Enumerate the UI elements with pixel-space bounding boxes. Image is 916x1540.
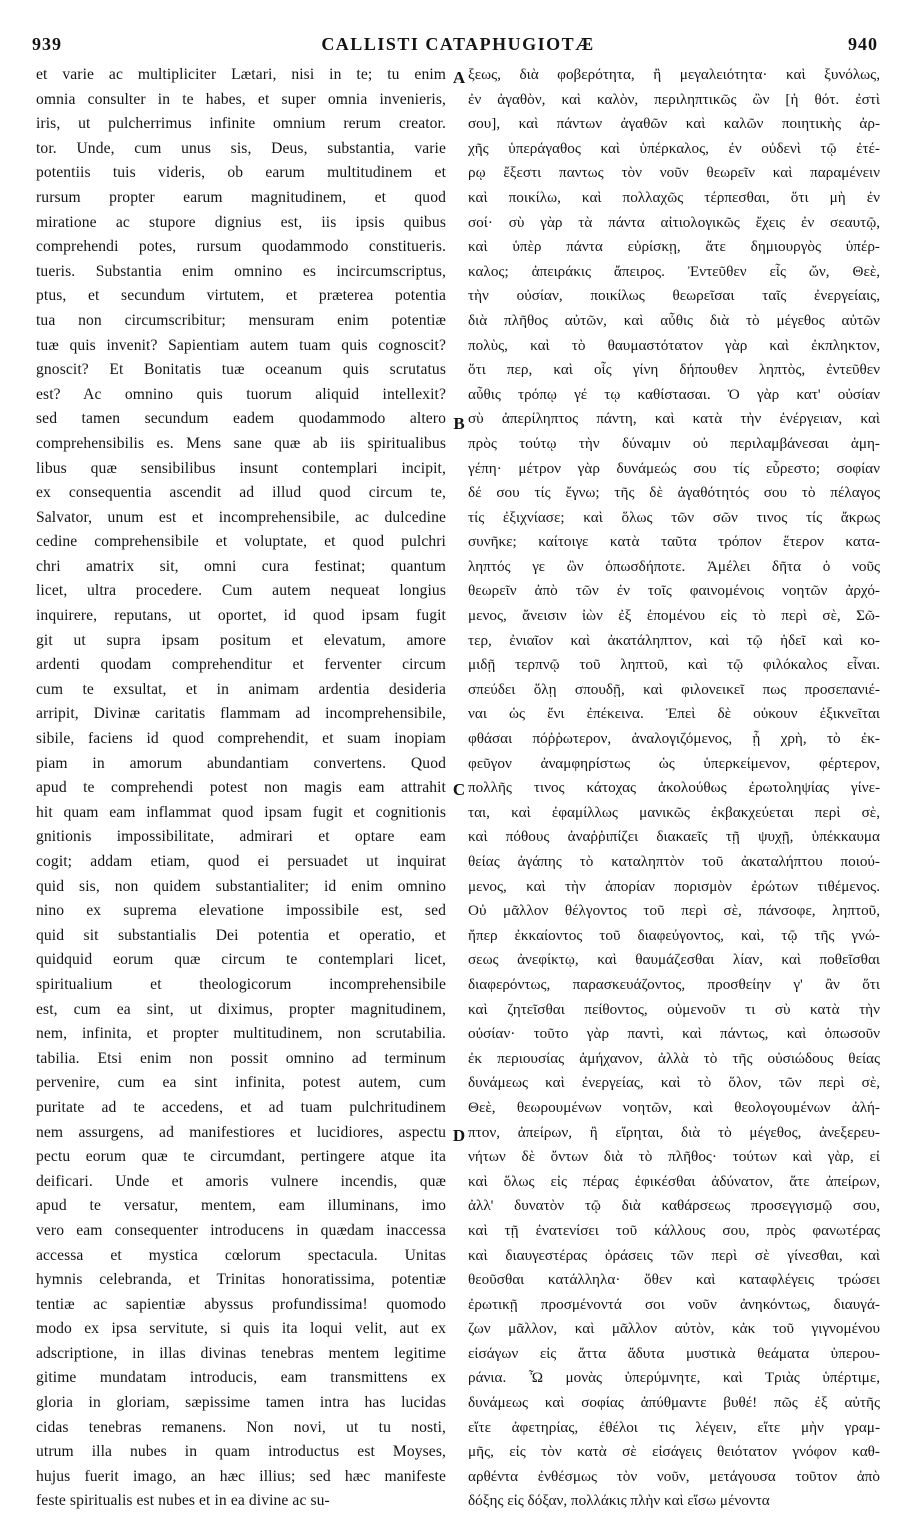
- text-line: διαφερόντως, παρασκευάζοντος, προσθείην γ' ἂν ὅτι: [468, 975, 880, 993]
- text-line: εἰσάγων εἰς ἄττα ἄδυτα μυστικὰ θεάματα ὑπερου-: [468, 1344, 880, 1362]
- text-line: σοί· σὺ γὰρ τὰ πάντα αἰτιολογικῶς ἔχεις ἐν σεαυτῷ,: [468, 213, 880, 231]
- text-line: ὅτι περ, καὶ οἷς γίνη δήπουθεν ληπτὸς, ἐντεῦθεν: [468, 361, 880, 379]
- text-line: διὰ πλῆθος αὐτῶν, καὶ αὖθις διὰ τὸ μέγεθος αὐτῶν: [468, 311, 880, 329]
- running-header: [0, 34, 916, 58]
- text-line: hujus fuerit imago, an hæc illius; sed hæc manifeste: [36, 1467, 446, 1485]
- text-line: inquirere, reputans, ut oportet, id quod ipsam fugit: [36, 607, 446, 625]
- text-line: φθάσαι πόῤῥωτερον, ἀναλογιζόμενος, ᾗ χρὴ, τὸ ἐκ-: [468, 730, 880, 748]
- text-line: gitime mundatam introducis, eam transmittens ex: [36, 1369, 446, 1387]
- section-marker-c: C: [452, 780, 466, 799]
- text-line: comprehendi potes, rursum quodammodo constitueris.: [36, 238, 446, 256]
- text-line: licet, ultra procedere. Cum autem nequeat longius: [36, 582, 446, 600]
- text-line: συνῆκε; καίτοιγε κατὰ ταῦτα τρόπον ἕτερον κατα-: [468, 533, 880, 551]
- text-line: quid sit substantialis Dei potentia et operatio, et: [36, 926, 446, 944]
- text-line: τὴν οὐσίαν, ποικίλως θεωρεῖσαι ταῖς ἐνεργείαις,: [468, 287, 880, 305]
- text-line: tuæ quis invenit? Sapientiam autem tuam quis cognoscit?: [36, 336, 446, 354]
- text-line: πρὸς τούτῳ τὴν δύναμιν οὐ περιλαμβάνεσαι ἁμη-: [468, 434, 880, 452]
- text-line: ardenti quodam comprehenditur et ferventer circum: [36, 656, 446, 674]
- text-line: καὶ ὑπὲρ πάντα εὑρίσκῃ, ἅτε δημιουργὸς ὑπέρ-: [468, 238, 880, 256]
- text-line: apud te versatur, mentem, eam illuminans, imo: [36, 1197, 446, 1215]
- text-line: cum te exsultat, et in animam ardentia desideria: [36, 680, 446, 698]
- text-line: quidquid eorum quæ circum te contemplari licet,: [36, 951, 446, 969]
- text-line: ράνια. Ὦ μονὰς ὑπερύμνητε, καὶ Τριὰς ὑπέρτιμε,: [468, 1369, 880, 1387]
- section-marker-d: D: [452, 1126, 466, 1145]
- text-line: ex consequentia ascendit ad illud quod circum te,: [36, 484, 446, 502]
- page-number-left: 939: [32, 34, 62, 54]
- text-line: Οὐ μᾶλλον θέλγοντος τοῦ περὶ σὲ, πάνσοφε, ληπτοῦ,: [468, 902, 880, 920]
- text-line: δόξης εἰς δόξαν, πολλάκις πλὴν καὶ εἴσω μένοντα: [468, 1492, 770, 1510]
- text-line: ται, καὶ ἐφαμίλλως μανικῶς ἐκβακχεύεται περὶ σὲ,: [468, 803, 880, 821]
- running-title: CALLISTI CATAPHUGIOTÆ: [321, 34, 595, 54]
- text-line: cedine comprehensibile et voluptate, et quod pulchri: [36, 533, 446, 551]
- text-line: sed tamen secundum eadem quodammodo altero: [36, 410, 446, 428]
- text-line: θεοῦσθαι κατάλληλα· ὅθεν καὶ καταφλέγεις τρώσει: [468, 1271, 880, 1289]
- text-line: αὖθις τρόπῳ γέ τῳ καθίστασαι. Ὁ γὰρ κατ' οὐσίαν: [468, 385, 880, 403]
- text-line: ἀλλ' δυνατὸν τῷ διὰ καθάρσεως προσεγγισμῷ σου,: [468, 1197, 880, 1215]
- section-marker-a: A: [452, 68, 466, 87]
- text-line: gnoscit? Et Bonitatis tuæ oceanum quis scrutatus: [36, 361, 446, 379]
- text-line: αρθέντα ἐνθέσμως τὸν νοῦν, μετάγουσα τοῦτον ἀπὸ: [468, 1467, 880, 1485]
- text-line: quid sis, non quidem substantialiter; id enim omnino: [36, 877, 446, 895]
- text-line: gnitionis impossibilitate, admirari et optare eam: [36, 828, 446, 846]
- text-line: φεῦγον ἀναμφηρίστως ὡς ὑπερκείμενον, φέρτερον,: [468, 754, 880, 772]
- text-line: καὶ τῇ ἐνατενίσει τοῦ κάλλους σου, πρὸς φανωτέρας: [468, 1221, 880, 1239]
- text-line: οὐσίαν· τοῦτο γὰρ παντὶ, καὶ πάντως, καὶ ὁπωσοῦν: [468, 1025, 880, 1043]
- text-line: accessa et mystica cœlorum spectacula. Unitas: [36, 1246, 446, 1264]
- text-line: καὶ ὅλως εἰς πέρας ἐφικέσθαι ἀδύνατον, ἅτε ἀπείρων,: [468, 1172, 880, 1190]
- text-line: est? Ac omnino quis tuorum aliquid intellexit?: [36, 385, 446, 403]
- text-line: utrum illa nubes in quam introductus est Moyses,: [36, 1443, 446, 1461]
- text-line: git ut supra ipsam positum et elevatum, amore: [36, 631, 446, 649]
- text-line: nem assurgens, ad manifestiores et lucidiores, aspectu: [36, 1123, 446, 1141]
- text-line: ἤπερ ἐκκαίοντος τοῦ διαφεύγοντος, καὶ, τῷ τῆς γνώ-: [468, 926, 880, 944]
- text-line: καὶ ποικίλω, καὶ πολλαχῶς τέρπεσθαι, ὅτι μὴ ἐν: [468, 188, 880, 206]
- text-line: sibile, faciens id quod comprehendit, et suam inopiam: [36, 730, 446, 748]
- text-line: καὶ ζητεῖσθαι πείθοντος, οὐμενοῦν τι σὺ κατὰ τὴν: [468, 1000, 880, 1018]
- text-line: ἐρωτικῇ προσμένοντά σοι νοῦν ἀνηκόντως, διαυγά-: [468, 1295, 880, 1313]
- text-line: adscriptione, in illas divinas tenebras mentem legitime: [36, 1344, 446, 1362]
- text-line: pervenire, cum ea sint infinita, potest autem, cum: [36, 1074, 446, 1092]
- text-line: spiritualium et theologicorum incomprehensibile: [36, 975, 446, 993]
- text-line: feste spiritualis est nubes et in ea divine ac su-: [36, 1492, 330, 1510]
- section-marker-b: B: [453, 414, 465, 433]
- text-line: ληπτός γε ὢν ὁπωσδήποτε. Ἀμέλει δῆτα ὁ νοῦς: [468, 557, 880, 575]
- text-line: πολλῆς τινος κάτοχας ἀκολούθως ἐρωτοληψίας γίνε-: [468, 779, 880, 797]
- text-line: μῆς, εἰς τὸν κατὰ σὲ εἰσάγεις θειότατον γνόφον καθ-: [468, 1443, 880, 1461]
- text-line: πολὺς, καὶ τὸ θαυμαστότατον γὰρ καὶ ἐκπληκτον,: [468, 336, 880, 354]
- text-line: δέ σου τίς ἔγνω; τῆς δὲ ἀγαθότητός σου τὸ πέλαγος: [468, 484, 880, 502]
- text-line: tabilia. Etsi enim non possit omnino ad terminum: [36, 1049, 446, 1067]
- text-line: iris, ut pulcherrimus infinite omnium rerum creator.: [36, 115, 446, 133]
- text-line: ἐν ἀγαθὸν, καὶ καλὸν, περιληπτικῶς ὢν [ἡ θότ. ἐστὶ: [468, 90, 880, 108]
- text-line: apud te comprehendi potest non magis eam attrahit: [36, 779, 446, 797]
- text-line: χῆς ὑπεράγαθος καὶ ὑπέρκαλος, ἐν οὐδενὶ τῷ ἐτέ-: [468, 139, 880, 157]
- text-line: εἴτε ἀφετηρίας, ἐθέλοι τις λέγειν, εἴτε μὴν γραμ-: [468, 1418, 880, 1436]
- text-line: nem, infinita, et propter multitudinem, non scrutabilia.: [36, 1025, 446, 1043]
- text-line: puritate ad te accedens, et ad tuam pulchritudinem: [36, 1098, 446, 1116]
- text-line: καὶ διαυγεστέρας ὁράσεις τῶν περὶ σὲ γίνεσθαι, καὶ: [468, 1246, 880, 1264]
- text-line: tua non circumscribitur; mensuram enim potentiæ: [36, 311, 446, 329]
- text-line: chri amatrix sit, omni cura festinat; quantum: [36, 557, 446, 575]
- text-line: γέπη· μέτρον γὰρ δυνάμεώς σου τίς εὗρεστο; σοφίαν: [468, 459, 880, 477]
- text-line: σπεύδει ὅλῃ σπουδῇ, καὶ φιλονεικεῖ πως προσεπανιέ-: [468, 680, 880, 698]
- text-line: modo ex ipsa servitute, si quis ita loqui velit, aut ex: [36, 1320, 446, 1338]
- text-line: δυνάμεως καὶ σοφίας ἀπύθμαντε βυθέ! πῶς ἐξ αὐτῆς: [468, 1394, 880, 1412]
- text-line: tentiæ ac sapientiæ abyssus profundissima! quomodo: [36, 1295, 446, 1313]
- page-number-right: 940: [848, 34, 878, 54]
- text-line: arripit, Divinæ caritatis flammam ad incomprehensibile,: [36, 705, 446, 723]
- text-line: δυνάμεως καὶ ἐνεργείας, καὶ τὸ ὅλον, τῶν περὶ σὲ,: [468, 1074, 880, 1092]
- text-line: tueris. Substantia enim omnino es incircumscriptus,: [36, 262, 446, 280]
- text-line: est, cum ea sint, ut diximus, propter magnitudinem,: [36, 1000, 446, 1018]
- text-line: nino ex suprema elevatione impossibile est, sed: [36, 902, 446, 920]
- text-line: νήτων δὲ ὄντων διὰ τὸ πλῆθος· τούτων καὶ γὰρ, εἰ: [468, 1148, 880, 1166]
- text-line: tor. Unde, cum unus sis, Deus, substantia, varie: [36, 139, 446, 157]
- text-line: omnia consulter in te habes, et super omnia invenieris,: [36, 90, 446, 108]
- text-line: pectu eorum quæ te circumdant, pertingere atque ita: [36, 1148, 446, 1166]
- text-line: piam in amorum abundantiam convertens. Quod: [36, 754, 446, 772]
- text-line: τερ, ἐνιαῖον καὶ ἀκατάληπτον, καὶ τῷ ἡδεῖ καὶ κο-: [468, 631, 880, 649]
- text-line: μενος, ἄνεισιν ἰὼν ἐξ ἑπομένου εἰς τὸ περὶ σὲ, Σῶ-: [468, 607, 880, 625]
- text-line: ρῳ ἔξεστι παντως τὸν νοῦν θεωρεῖν καὶ παραμένειν: [468, 164, 880, 182]
- text-line: miratione ac stupore dignius est, iis ipsis quibus: [36, 213, 446, 231]
- text-line: potentiis tuis videris, ob earum multitudinem et: [36, 164, 446, 182]
- text-line: cogit; addam etiam, quod ei persuadet ut inquirat: [36, 853, 446, 870]
- text-line: ξεως, διὰ φοβερότητα, ἢ μεγαλειότητα· καὶ ξυνόλως,: [468, 66, 880, 83]
- text-line: ναι ὡς ἔνι ἐπέκεινα. Ἐπεὶ δὲ οὐκουν ἐξικνεῖται: [468, 705, 880, 723]
- text-line: deificari. Unde et amoris vulnere incendis, quæ: [36, 1172, 446, 1190]
- text-line: μενος, καὶ τὴν ἀπορίαν πορισμὸν ἐρώτων τιθέμενος.: [468, 877, 880, 895]
- text-line: rursum propter earum magnitudinem, et quod: [36, 188, 446, 206]
- text-line: cidas tenebras remanens. Non novi, ut tu nosti,: [36, 1418, 446, 1436]
- text-line: libus quæ sensibilibus insunt contemplari incipit,: [36, 459, 446, 477]
- text-line: Salvator, unum est et incomprehensibile, ac dulcedine: [36, 508, 446, 526]
- text-line: θείας ἀγάπης τὸ καταληπτὸν τοῦ ἀκαταλήπτου ποιού-: [468, 853, 880, 870]
- text-line: σεως ἀνεφίκτῳ, καὶ θαυμάζεσθαι λίαν, καὶ ποθεῖσθαι: [468, 951, 880, 969]
- text-line: τίς ἐξιχνίασε; καὶ ὅλως τῶν σῶν τινος τίς ἄκρως: [468, 508, 880, 526]
- text-line: καὶ πόθους ἀναῤῥιπίζει διακαεῖς τῇ ψυχῇ, ὑπέκκαυμα: [468, 828, 880, 846]
- text-line: θεωρεῖν ἀπὸ τῶν ἐν τοῖς φαινομένοις νοητῶν ἀρχό-: [468, 582, 880, 600]
- text-line: ἐκ περιουσίας ἀμήχανον, ἀλλὰ τὸ τῆς οὐσιώδους θείας: [468, 1049, 880, 1067]
- text-line: hymnis celebranda, et Trinitas honoratissima, potentiæ: [36, 1271, 446, 1289]
- text-line: gloria in gloriam, sæpissime tamen intra has lucidas: [36, 1394, 446, 1412]
- text-line: ζων μᾶλλον, καὶ μᾶλλον αὐτὸν, κἀκ τοῦ γιγνομένου: [468, 1320, 880, 1338]
- text-line: πτον, ἀπείρων, ἢ εἴρηται, διὰ τὸ μέγεθος, ἀνεξερευ-: [468, 1123, 880, 1141]
- latin-column: [36, 63, 446, 1514]
- text-line: hit quam eam inflammat quod ipsam fugit et cognitionis: [36, 803, 446, 821]
- text-line: σὺ ἀπερίληπτος πάντη, καὶ κατὰ τὴν ἐνέργειαν, καὶ: [468, 410, 880, 428]
- text-line: vero eam consequenter introducens in quædam inaccessa: [36, 1221, 446, 1239]
- text-line: Θεὲ, θεωρουμένων νοητῶν, καὶ θεολογουμένων ἀλή-: [468, 1098, 880, 1116]
- text-line: σου], καὶ πάντων ἀγαθῶν καὶ καλῶν ποιητικὴς ἀρ-: [468, 115, 880, 133]
- text-line: et varie ac multipliciter Lætari, nisi in te; tu enim: [36, 66, 446, 83]
- text-line: comprehensibilis es. Mens sane quæ ab iis spiritualibus: [36, 434, 446, 452]
- text-line: μιδῇ τερπνῷ τοῦ ληπτοῦ, καὶ τῷ φιλόκαλος εἶναι.: [468, 656, 880, 674]
- text-line: ptus, et secundum virtutem, et præterea potentia: [36, 287, 446, 305]
- greek-column: [468, 63, 880, 1514]
- text-line: καλος; ἀπειράκις ἄπειρος. Ἐντεῦθεν εἷς ὤν, Θεὲ,: [468, 262, 880, 280]
